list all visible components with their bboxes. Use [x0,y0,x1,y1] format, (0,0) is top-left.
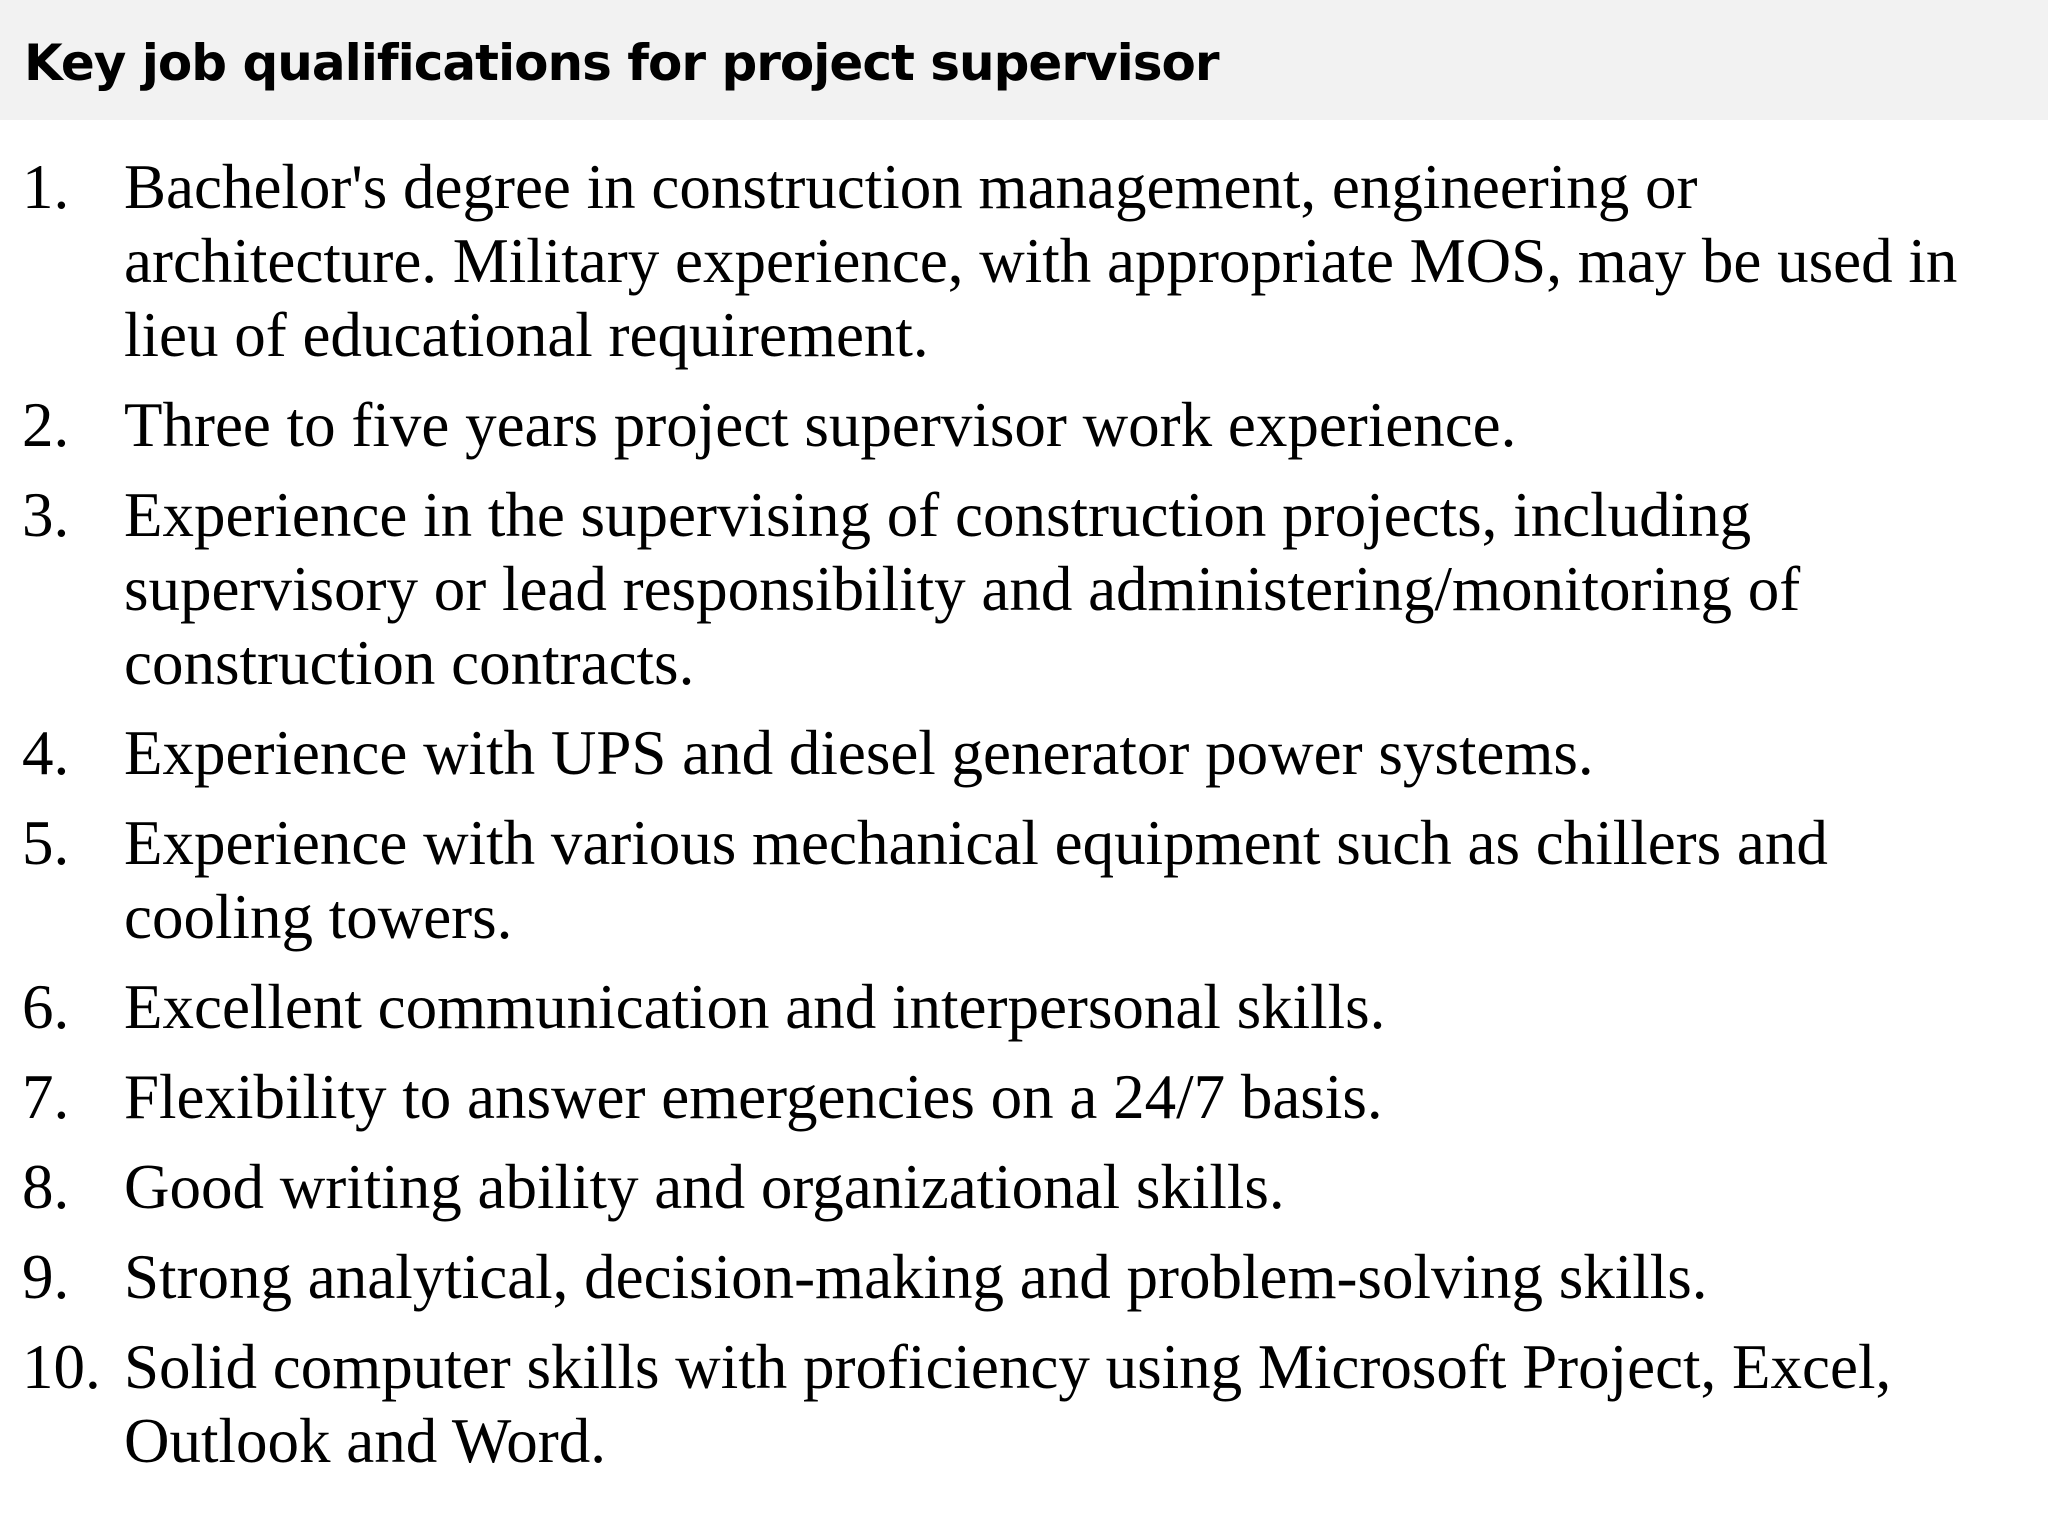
item-text: Experience with various mechanical equipment such as chillers and cooling towers. [124,808,1828,952]
item-text: Good writing ability and organizational skills. [124,1152,1285,1222]
page-title: Key job qualifications for project supervisor [24,34,1219,92]
item-text: Excellent communication and interpersonal skills. [124,972,1386,1042]
list-item [0,970,2004,1044]
list-item [0,716,2004,790]
list-item [0,388,2004,462]
list-item [0,1330,2004,1478]
list-item [0,150,2004,372]
item-text: Experience with UPS and diesel generator power systems. [124,718,1594,788]
item-number: 8. [22,1152,70,1222]
title-bar [0,0,2048,120]
item-number: 1. [22,152,70,222]
item-number: 3. [22,480,70,550]
item-number: 2. [22,390,70,460]
list-item [0,1240,2004,1314]
qualifications-list [0,150,2048,1494]
item-number: 10. [22,1332,101,1402]
item-text: Flexibility to answer emergencies on a 24/7 basis. [124,1062,1383,1132]
item-text: Bachelor's degree in construction management, engineering or architecture. Military experience, with appropriate MOS, may be used in lieu of educational requirement. [124,152,1958,370]
list-item [0,1150,2004,1224]
item-text: Strong analytical, decision-making and problem-solving skills. [124,1242,1708,1312]
item-text: Three to five years project supervisor work experience. [124,390,1517,460]
item-number: 9. [22,1242,70,1312]
item-number: 6. [22,972,70,1042]
list-item [0,478,2004,700]
list-item [0,1060,2004,1134]
item-number: 5. [22,808,70,878]
item-text: Solid computer skills with proficiency using Microsoft Project, Excel, Outlook and Word. [124,1332,1892,1476]
item-text: Experience in the supervising of construction projects, including supervisory or lead responsibility and administering/monitoring of construction contracts. [124,480,1801,698]
list-item [0,806,2004,954]
item-number: 4. [22,718,70,788]
item-number: 7. [22,1062,70,1132]
